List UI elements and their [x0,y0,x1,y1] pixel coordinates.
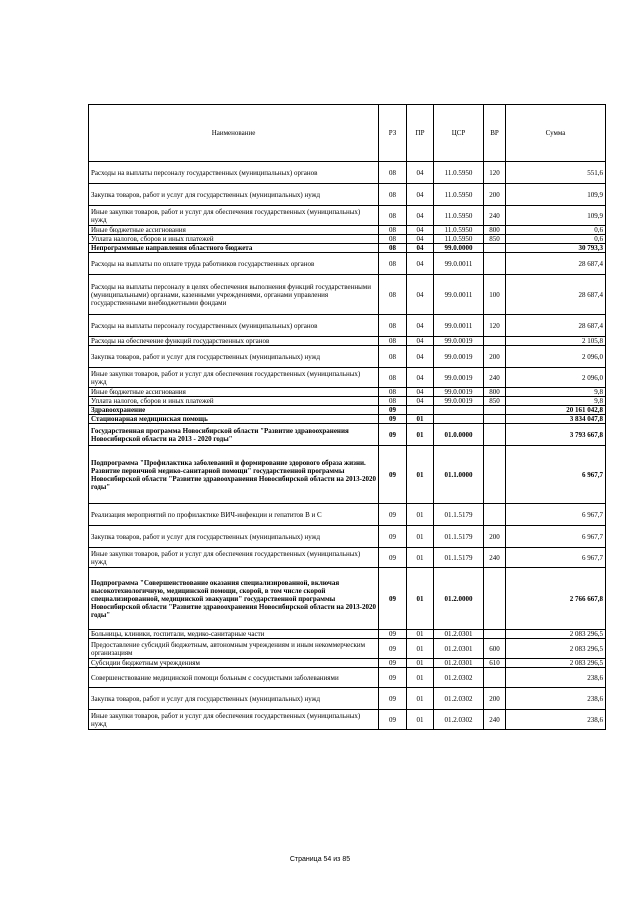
cell-csr: 01.0.0000 [434,424,484,446]
cell-vr: 240 [484,206,506,226]
cell-name: Подпрограмма "Профилактика заболеваний и формирование здорового образа жизни. Развитие первичной медико-санитарной помощи" государственной программы Новосибирской области "Развитие здравоохранения Новосибирской области на 2013-2020 годы" [89,446,379,504]
cell-sum: 2 083 296,5 [506,630,606,639]
cell-sum: 6 967,7 [506,548,606,568]
cell-pr: 04 [407,346,434,368]
cell-rz: 09 [379,526,407,548]
cell-vr: 120 [484,315,506,337]
cell-vr: 240 [484,710,506,730]
cell-sum: 238,6 [506,688,606,710]
cell-rz: 09 [379,639,407,659]
cell-sum: 109,9 [506,206,606,226]
cell-pr: 01 [407,688,434,710]
cell-name: Уплата налогов, сборов и иных платежей [89,397,379,406]
cell-vr: 800 [484,388,506,397]
cell-csr: 11.0.5950 [434,184,484,206]
cell-name: Иные закупки товаров, работ и услуг для обеспечения государственных (муниципальных) нужд [89,710,379,730]
table-row [89,368,606,388]
cell-sum: 6 967,7 [506,504,606,526]
cell-pr: 04 [407,162,434,184]
cell-vr: 200 [484,346,506,368]
cell-csr: 11.0.5950 [434,162,484,184]
table-row [89,388,606,397]
cell-rz: 09 [379,406,407,415]
cell-vr: 100 [484,275,506,315]
cell-rz: 09 [379,688,407,710]
cell-rz: 09 [379,415,407,424]
cell-sum: 28 687,4 [506,253,606,275]
cell-sum: 2 766 667,8 [506,568,606,630]
cell-csr: 01.2.0302 [434,710,484,730]
cell-name: Расходы на обеспечение функций государственных органов [89,337,379,346]
cell-vr: 610 [484,659,506,668]
header-rz: РЗ [379,105,407,162]
cell-name: Закупка товаров, работ и услуг для государственных (муниципальных) нужд [89,526,379,548]
cell-vr [484,337,506,346]
cell-sum: 2 096,0 [506,368,606,388]
cell-csr: 99.0.0019 [434,388,484,397]
table-row [89,346,606,368]
cell-rz: 08 [379,206,407,226]
cell-pr: 04 [407,337,434,346]
cell-csr: 99.0.0011 [434,275,484,315]
cell-name: Расходы на выплаты персоналу государственных (муниципальных) органов [89,162,379,184]
cell-csr: 99.0.0019 [434,346,484,368]
cell-rz: 09 [379,568,407,630]
cell-vr: 800 [484,226,506,235]
cell-sum: 9,8 [506,397,606,406]
cell-vr: 240 [484,548,506,568]
cell-rz: 09 [379,659,407,668]
cell-csr: 99.0.0019 [434,368,484,388]
cell-name: Закупка товаров, работ и услуг для государственных (муниципальных) нужд [89,346,379,368]
cell-vr: 850 [484,397,506,406]
cell-rz: 08 [379,368,407,388]
table-row [89,415,606,424]
cell-vr [484,253,506,275]
cell-csr: 99.0.0019 [434,337,484,346]
table-row [89,710,606,730]
cell-csr: 01.2.0302 [434,688,484,710]
cell-pr: 04 [407,315,434,337]
cell-vr: 200 [484,184,506,206]
cell-name: Закупка товаров, работ и услуг для государственных (муниципальных) нужд [89,184,379,206]
table-row [89,244,606,253]
cell-sum: 238,6 [506,668,606,688]
cell-rz: 08 [379,337,407,346]
table-row [89,568,606,630]
cell-sum: 28 687,4 [506,315,606,337]
table-row [89,337,606,346]
cell-pr: 04 [407,235,434,244]
cell-vr [484,415,506,424]
cell-sum: 2 083 296,5 [506,659,606,668]
cell-vr [484,244,506,253]
cell-pr: 01 [407,639,434,659]
cell-pr: 04 [407,368,434,388]
cell-rz: 09 [379,504,407,526]
table-row [89,659,606,668]
cell-rz: 08 [379,226,407,235]
cell-vr: 600 [484,639,506,659]
cell-pr: 04 [407,184,434,206]
cell-csr: 11.0.5950 [434,206,484,226]
cell-pr: 01 [407,548,434,568]
cell-pr: 01 [407,710,434,730]
cell-sum: 2 096,0 [506,346,606,368]
cell-pr: 04 [407,388,434,397]
cell-rz: 08 [379,397,407,406]
cell-name: Иные бюджетные ассигнования [89,388,379,397]
cell-rz: 09 [379,424,407,446]
cell-pr: 04 [407,275,434,315]
cell-rz: 08 [379,346,407,368]
table-row [89,253,606,275]
cell-name: Иные закупки товаров, работ и услуг для обеспечения государственных (муниципальных) нужд [89,368,379,388]
page-footer: Страница 54 из 85 [289,856,351,863]
table-row [89,668,606,688]
cell-name: Расходы на выплаты персоналу государственных (муниципальных) органов [89,315,379,337]
table-row [89,548,606,568]
cell-csr: 01.2.0301 [434,639,484,659]
cell-name: Стационарная медицинская помощь [89,415,379,424]
cell-sum: 6 967,7 [506,526,606,548]
cell-name: Предоставление субсидий бюджетным, автономным учреждениям и иным некоммерческим организациям [89,639,379,659]
cell-pr: 01 [407,568,434,630]
table-row [89,162,606,184]
cell-csr [434,415,484,424]
cell-vr [484,630,506,639]
cell-vr [484,424,506,446]
table-row [89,688,606,710]
cell-rz: 08 [379,184,407,206]
table-row [89,639,606,659]
cell-csr: 11.0.5950 [434,226,484,235]
cell-name: Иные бюджетные ассигнования [89,226,379,235]
cell-rz: 08 [379,315,407,337]
cell-name: Здравоохранение [89,406,379,415]
cell-sum: 3 834 047,8 [506,415,606,424]
header-csr: ЦСР [434,105,484,162]
cell-sum: 238,6 [506,710,606,730]
cell-vr: 200 [484,526,506,548]
cell-vr: 850 [484,235,506,244]
cell-pr: 01 [407,415,434,424]
cell-sum: 551,6 [506,162,606,184]
cell-pr: 01 [407,446,434,504]
table-header-row [89,105,606,162]
cell-sum: 2 105,8 [506,337,606,346]
table-row [89,235,606,244]
cell-rz: 08 [379,162,407,184]
cell-rz: 09 [379,710,407,730]
cell-vr [484,668,506,688]
cell-csr: 01.2.0302 [434,668,484,688]
cell-pr: 01 [407,659,434,668]
cell-pr: 04 [407,397,434,406]
cell-rz: 09 [379,446,407,504]
cell-pr: 01 [407,526,434,548]
table-row [89,184,606,206]
cell-pr: 04 [407,226,434,235]
cell-sum: 28 687,4 [506,275,606,315]
table-row [89,275,606,315]
table-row [89,446,606,504]
cell-sum: 9,8 [506,388,606,397]
cell-pr: 04 [407,244,434,253]
cell-csr: 01.1.0000 [434,446,484,504]
cell-csr: 99.0.0000 [434,244,484,253]
cell-sum: 30 793,3 [506,244,606,253]
cell-name: Непрограммные направления областного бюджета [89,244,379,253]
cell-csr: 01.1.5179 [434,504,484,526]
header-vr: ВР [484,105,506,162]
cell-rz: 09 [379,668,407,688]
cell-name: Субсидии бюджетным учреждениям [89,659,379,668]
table-row [89,206,606,226]
cell-csr: 01.1.5179 [434,548,484,568]
cell-name: Иные закупки товаров, работ и услуг для обеспечения государственных (муниципальных) нужд [89,548,379,568]
table-body [89,162,606,730]
cell-rz: 08 [379,275,407,315]
cell-vr [484,406,506,415]
cell-rz: 08 [379,244,407,253]
table-row [89,315,606,337]
cell-name: Государственная программа Новосибирской области "Развитие здравоохранения Новосибирской области на 2013 - 2020 годы" [89,424,379,446]
cell-pr: 01 [407,668,434,688]
cell-rz: 08 [379,235,407,244]
cell-csr [434,406,484,415]
cell-sum: 0,6 [506,235,606,244]
table-row [89,406,606,415]
cell-sum: 0,6 [506,226,606,235]
cell-pr: 01 [407,504,434,526]
cell-sum: 6 967,7 [506,446,606,504]
cell-rz: 09 [379,548,407,568]
cell-csr: 11.0.5950 [434,235,484,244]
cell-vr: 120 [484,162,506,184]
cell-name: Иные закупки товаров, работ и услуг для обеспечения государственных (муниципальных) нужд [89,206,379,226]
cell-sum: 3 793 667,8 [506,424,606,446]
cell-name: Подпрограмма "Совершенствование оказания специализированной, включая высокотехнологичную, медицинской помощи, скорой, в том числе скорой специализированной, медицинской эвакуации" государственной программы Новосибирской области "Развитие здравоохранения Новосибирской области на 2013-2020 годы" [89,568,379,630]
cell-pr: 04 [407,206,434,226]
cell-vr [484,446,506,504]
cell-name: Уплата налогов, сборов и иных платежей [89,235,379,244]
cell-csr: 01.2.0301 [434,630,484,639]
cell-pr: 01 [407,630,434,639]
cell-rz: 08 [379,388,407,397]
table-row [89,504,606,526]
cell-pr: 01 [407,424,434,446]
cell-csr: 01.2.0000 [434,568,484,630]
header-name: Наименование [89,105,379,162]
cell-csr: 99.0.0011 [434,253,484,275]
budget-table [88,104,606,730]
cell-pr [407,406,434,415]
table-row [89,526,606,548]
cell-vr: 240 [484,368,506,388]
cell-sum: 2 083 296,5 [506,639,606,659]
table-row [89,397,606,406]
cell-csr: 99.0.0019 [434,397,484,406]
table-row [89,226,606,235]
cell-sum: 20 161 042,8 [506,406,606,415]
cell-sum: 109,9 [506,184,606,206]
cell-name: Совершенствование медицинской помощи больным с сосудистыми заболеваниями [89,668,379,688]
cell-name: Больницы, клиники, госпитали, медико-санитарные части [89,630,379,639]
table-row [89,630,606,639]
cell-rz: 09 [379,630,407,639]
cell-vr [484,568,506,630]
table-row [89,424,606,446]
cell-csr: 99.0.0011 [434,315,484,337]
cell-name: Расходы на выплаты по оплате труда работников государственных органов [89,253,379,275]
header-pr: ПР [407,105,434,162]
cell-csr: 01.1.5179 [434,526,484,548]
cell-csr: 01.2.0301 [434,659,484,668]
cell-name: Закупка товаров, работ и услуг для государственных (муниципальных) нужд [89,688,379,710]
cell-vr [484,504,506,526]
cell-name: Расходы на выплаты персоналу в целях обеспечения выполнения функций государственными (муниципальными) органами, казенными учреждениями, органами управления государственными внебюджетными фондами [89,275,379,315]
cell-name: Реализация мероприятий по профилактике ВИЧ-инфекции и гепатитов В и С [89,504,379,526]
header-sum: Сумма [506,105,606,162]
cell-rz: 08 [379,253,407,275]
cell-pr: 04 [407,253,434,275]
cell-vr: 200 [484,688,506,710]
